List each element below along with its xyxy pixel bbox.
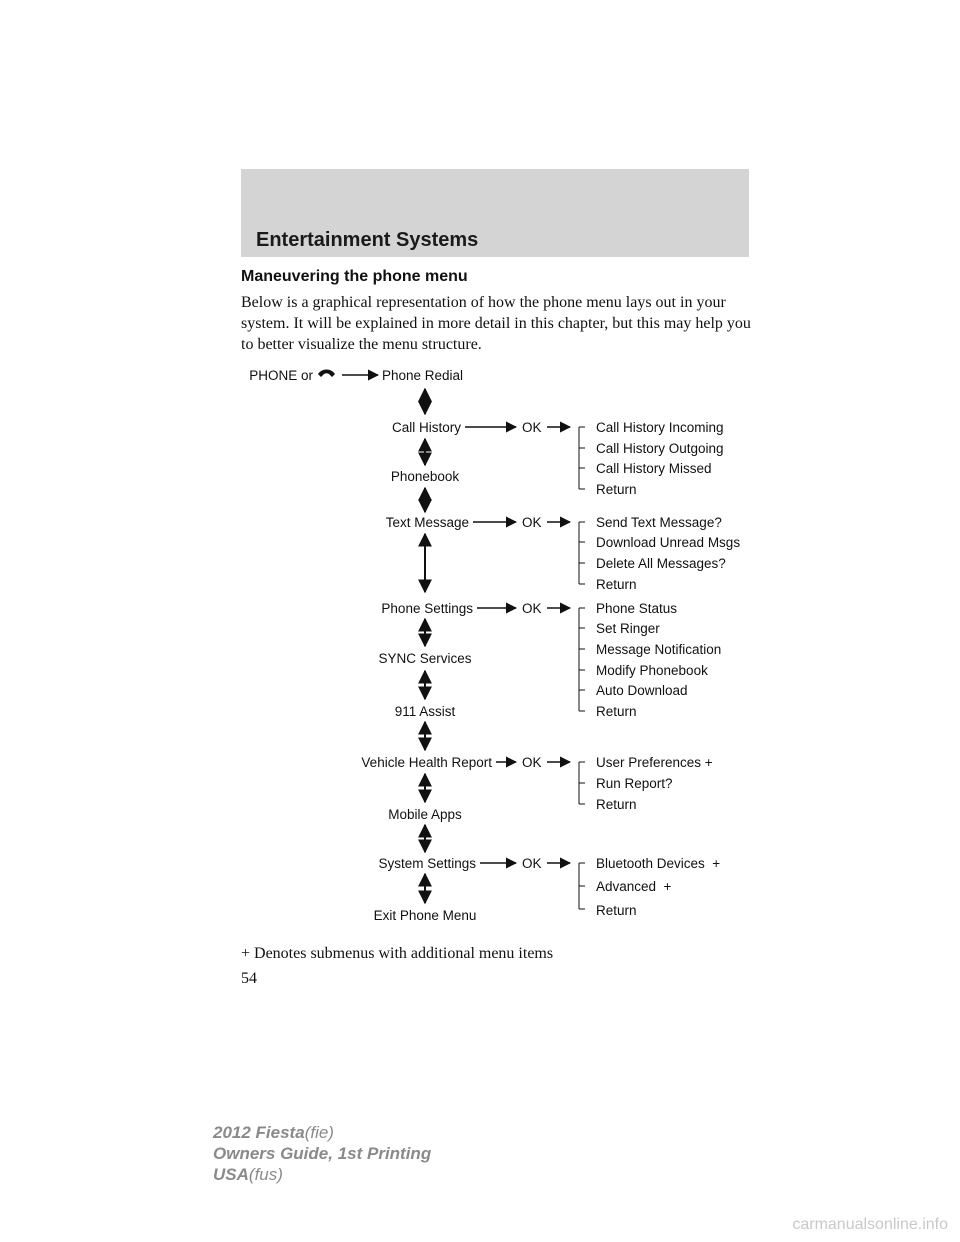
submenu-item: Run Report?: [596, 776, 673, 791]
ok-label: OK: [522, 755, 542, 770]
footer-region-code: (fus): [248, 1165, 283, 1184]
menu-item-call-history: Call History: [391, 420, 461, 435]
print-footer: [213, 1122, 431, 1185]
submenu-item: Return: [596, 704, 637, 719]
submenu-bracket: [579, 427, 585, 489]
menu-item-exit-phone-menu: Exit Phone Menu: [373, 908, 477, 923]
submenu-item: Call History Outgoing: [596, 441, 724, 456]
phone-redial-label: Phone Redial: [382, 368, 464, 383]
intro-paragraph: Below is a graphical representation of how the phone menu lays out in your system. It will be explained in more detail in this chapter, but this may help you to better visualize the menu structure.: [241, 294, 751, 353]
submenu-item: Modify Phonebook: [596, 663, 708, 678]
section-title: Maneuvering the phone menu: [241, 268, 468, 285]
page-number: 54: [241, 970, 257, 987]
submenu-item: Download Unread Msgs: [596, 535, 741, 550]
watermark[interactable]: carmanualsonline.info: [792, 1216, 948, 1233]
ok-label: OK: [522, 420, 542, 435]
menu-item-phonebook: Phonebook: [390, 469, 460, 484]
submenu-bracket: [579, 762, 585, 804]
phone-handset-icon: [318, 370, 335, 378]
submenu-item: Advanced +: [596, 879, 672, 894]
menu-item-sync-services: SYNC Services: [378, 651, 472, 666]
submenu-item: Call History Incoming: [596, 420, 724, 435]
menu-item-system-settings: System Settings: [378, 856, 476, 871]
submenu-item: Return: [596, 903, 637, 918]
menu-item-phone-settings: Phone Settings: [381, 601, 473, 616]
menu-item-text-message: Text Message: [385, 515, 469, 530]
submenu-item: Return: [596, 577, 637, 592]
submenu-item: Call History Missed: [596, 461, 712, 476]
submenu-item: Set Ringer: [596, 621, 660, 636]
ok-label: OK: [522, 515, 542, 530]
submenu-bracket: [579, 863, 585, 909]
menu-item-vehicle-health-report: Vehicle Health Report: [361, 755, 492, 770]
footer-model-code: (fie): [304, 1123, 334, 1142]
submenu-item: Phone Status: [596, 601, 678, 616]
submenu-item: Send Text Message?: [596, 515, 722, 530]
footer-model: 2012 Fiesta: [213, 1123, 305, 1142]
menu-item-911-assist: 911 Assist: [394, 704, 456, 719]
submenu-item: Message Notification: [596, 642, 722, 657]
submenu-item: Return: [596, 797, 637, 812]
chapter-title: Entertainment Systems: [256, 229, 479, 251]
ok-label: OK: [522, 601, 542, 616]
phone-prefix-label: PHONE or: [249, 368, 313, 383]
footnote: + Denotes submenus with additional menu items: [241, 945, 554, 962]
submenu-item: Delete All Messages?: [596, 556, 726, 571]
menu-item-mobile-apps: Mobile Apps: [388, 807, 462, 822]
submenu-item: User Preferences +: [596, 755, 713, 770]
submenu-item: Auto Download: [596, 683, 688, 698]
ok-label: OK: [522, 856, 542, 871]
submenu-bracket: [579, 608, 585, 711]
submenu-item: Return: [596, 482, 637, 497]
submenu-item: Bluetooth Devices +: [596, 856, 721, 871]
footer-guide: Owners Guide, 1st Printing: [213, 1144, 432, 1163]
footer-region: USA: [213, 1165, 249, 1184]
submenu-bracket: [579, 522, 585, 584]
